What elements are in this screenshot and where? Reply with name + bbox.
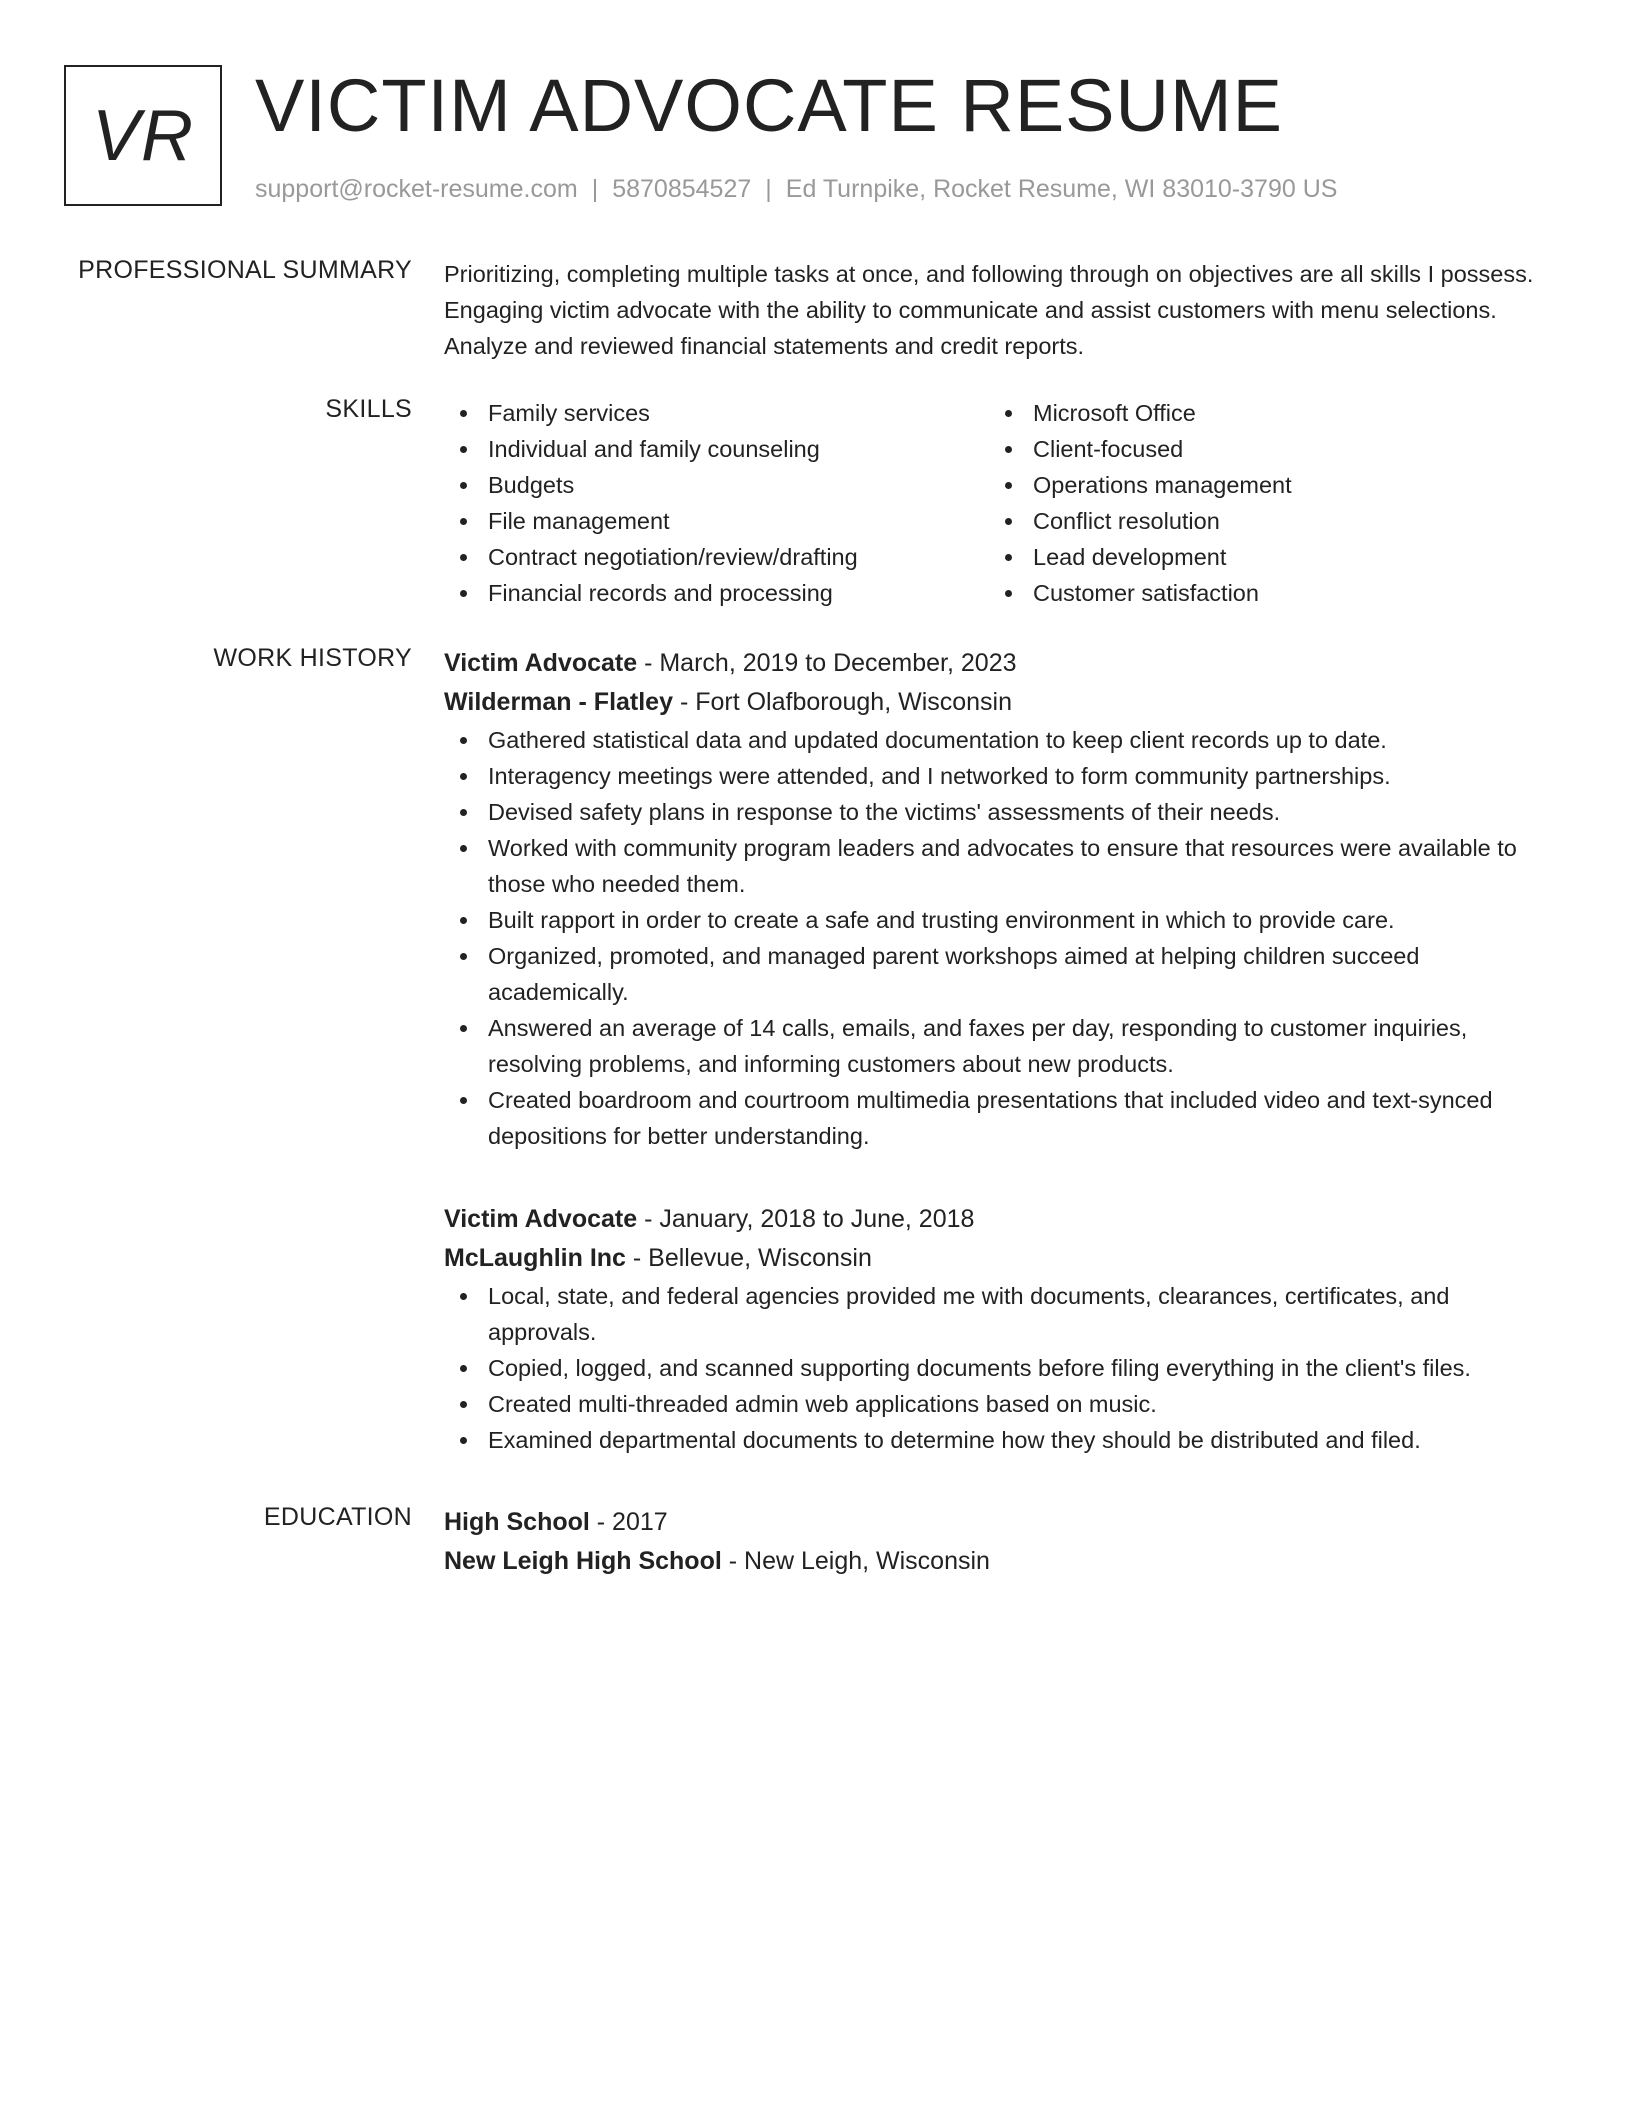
skill-item: Financial records and processing [444,575,989,611]
job-duty: Copied, logged, and scanned supporting documents before filing everything in the client's files. [444,1350,1564,1386]
job-location: - Bellevue, Wisconsin [625,1244,872,1272]
summary-text: Prioritizing, completing multiple tasks at once, and following through on objectives are all skills I possess. Engaging victim advocate with the ability to communicate and assist customers with menu selections. Analyze and reviewed financial statements and credit reports. [444,261,1534,359]
job-duties-list [444,722,1564,1154]
job-duty: Built rapport in order to create a safe and trusting environment in which to provide care. [444,902,1564,938]
education-school-line [444,1542,1564,1581]
job-duty: Worked with community program leaders and advocates to ensure that resources were available to those who needed them. [444,830,1564,902]
education-degree: High School [444,1508,590,1536]
skill-item: File management [444,503,989,539]
job-duty: Examined departmental documents to determine how they should be distributed and filed. [444,1422,1564,1458]
job-duty: Organized, promoted, and managed parent workshops aimed at helping children succeed academically. [444,938,1564,1010]
skills-body [444,395,1564,611]
job-duty: Answered an average of 14 calls, emails, and faxes per day, responding to customer inquiries, resolving problems, and informing customers about new products. [444,1010,1564,1082]
job-duty: Interagency meetings were attended, and I networked to form community partnerships. [444,758,1564,794]
job-dates: - March, 2019 to December, 2023 [637,649,1017,677]
job-entry [444,1200,1564,1458]
job-duty: Local, state, and federal agencies provided me with documents, clearances, certificates, and approvals. [444,1278,1564,1350]
skill-item: Contract negotiation/review/drafting [444,539,989,575]
job-company: Wilderman - Flatley [444,688,673,716]
education-school: New Leigh High School [444,1547,722,1575]
skills-list-left [444,395,989,611]
skill-item: Family services [444,395,989,431]
summary-heading: PROFESSIONAL SUMMARY [78,256,412,284]
job-title: Victim Advocate [444,649,638,677]
job-duty: Devised safety plans in response to the victims' assessments of their needs. [444,794,1564,830]
education-heading: EDUCATION [263,1503,412,1531]
resume-title: VICTIM ADVOCATE RESUME [255,64,1283,147]
education-year: - 2017 [589,1508,668,1536]
contact-email: support@rocket-resume.com [255,175,578,203]
work-history-body [444,644,1564,1453]
skill-item: Conflict resolution [989,503,1534,539]
job-company-line [444,1239,1564,1278]
contact-phone: 5870854527 [612,175,752,203]
job-duty: Created boardroom and courtroom multimedia presentations that included video and text-synced depositions for better understanding. [444,1082,1564,1154]
job-dates: - January, 2018 to June, 2018 [637,1205,975,1233]
job-title: Victim Advocate [444,1205,638,1233]
job-company-line [444,683,1564,722]
skill-item: Client-focused [989,431,1534,467]
education-body [444,1503,1564,1581]
contact-separator: | [765,175,772,203]
job-entry [444,644,1564,1154]
job-company: McLaughlin Inc [444,1244,626,1272]
job-duty: Created multi-threaded admin web applications based on music. [444,1386,1564,1422]
skill-item: Budgets [444,467,989,503]
summary-body [444,256,1564,364]
education-degree-line [444,1503,1564,1542]
skill-item: Microsoft Office [989,395,1534,431]
skills-heading: SKILLS [325,395,412,423]
resume-header [64,65,1568,210]
skill-item: Customer satisfaction [989,575,1534,611]
job-duties-list [444,1278,1564,1458]
job-duty: Gathered statistical data and updated documentation to keep client records up to date. [444,722,1564,758]
skill-item: Lead development [989,539,1534,575]
monogram-logo: VR [64,65,222,206]
contact-address: Ed Turnpike, Rocket Resume, WI 83010-3790 US [785,175,1338,203]
job-title-line [444,1200,1564,1239]
skill-item: Operations management [989,467,1534,503]
skills-list-right [989,395,1534,611]
job-title-line [444,644,1564,683]
education-location: - New Leigh, Wisconsin [721,1547,990,1575]
contact-line [255,175,1337,204]
contact-separator: | [591,175,599,203]
job-location: - Fort Olafborough, Wisconsin [673,688,1013,716]
work-history-heading: WORK HISTORY [213,644,412,672]
skill-item: Individual and family counseling [444,431,989,467]
